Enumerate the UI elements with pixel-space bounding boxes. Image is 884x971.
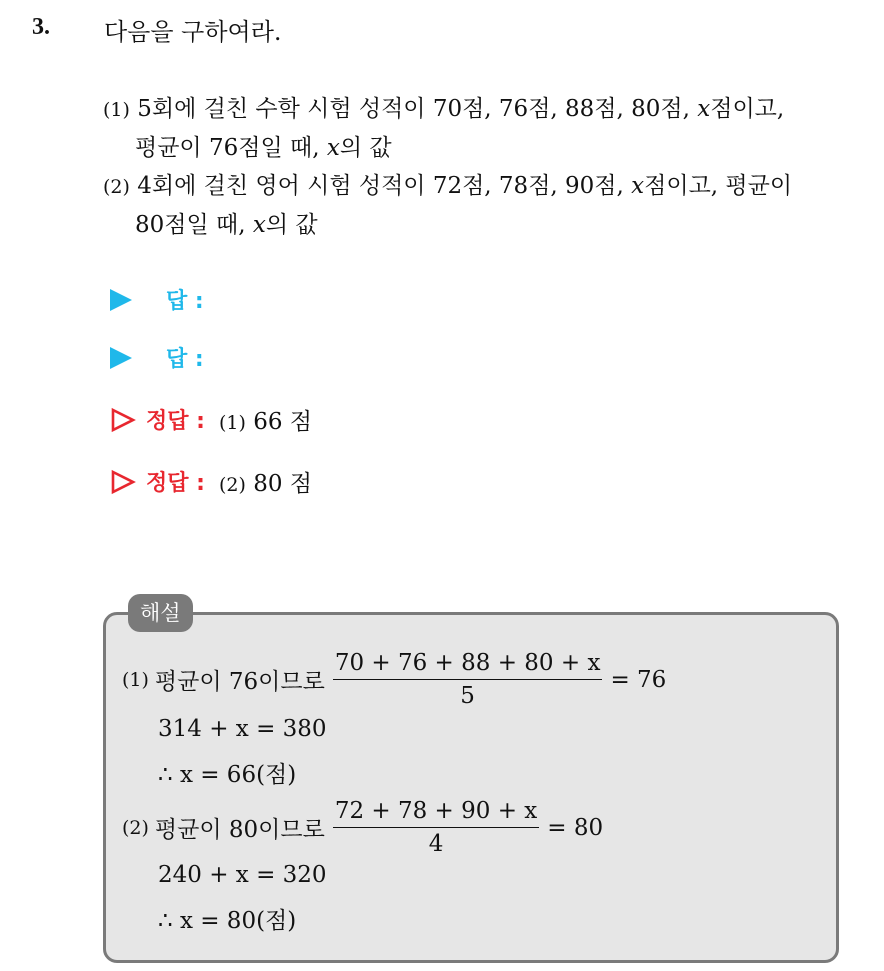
solution-1-lead: 평균이 76이므로	[154, 669, 325, 695]
correct-value-1	[219, 403, 312, 436]
fraction	[333, 798, 539, 857]
question-prompt: 다음을 구하여라.	[104, 18, 282, 46]
subquestion-2-mark: (2)	[103, 176, 130, 198]
correct-answer: 66 점	[253, 409, 312, 435]
solution-tab: 해설	[128, 594, 193, 632]
solution-1-equation	[122, 650, 666, 709]
subquestion-1-line2	[135, 129, 392, 162]
correct-row-1	[110, 403, 312, 436]
outline-triangle-icon	[110, 469, 136, 495]
solution-2-step2: ∴ x = 80(점)	[158, 908, 297, 934]
solution-1-step2: ∴ x = 66(점)	[158, 762, 297, 788]
correct-mark: (2)	[218, 474, 246, 496]
solution-2-equation	[122, 798, 603, 857]
subquestion-1-text-c: 평균이 76점일 때,	[135, 135, 327, 161]
correct-value-2	[219, 465, 312, 498]
subquestion-2-text-b: 점이고, 평균이	[644, 173, 793, 199]
fraction	[333, 650, 603, 709]
subquestion-1-mark: (1)	[103, 99, 130, 121]
variable-x: x	[252, 212, 266, 238]
solution-1-rhs: = 76	[610, 666, 667, 693]
fraction-denominator: 4	[428, 831, 444, 857]
solution-1-mark: (1)	[122, 668, 149, 691]
fraction-numerator: 70 + 76 + 88 + 80 + x	[333, 650, 603, 680]
correct-label: 정답 :	[146, 409, 205, 434]
solution-1-step1: 314 + x = 380	[158, 716, 327, 742]
subquestion-1-text-b: 점이고,	[710, 96, 785, 122]
subquestion-2-line1	[103, 167, 792, 200]
outline-triangle-icon	[110, 407, 136, 433]
subquestion-2-line2	[135, 206, 318, 239]
fraction-numerator: 72 + 78 + 90 + x	[333, 798, 539, 828]
solution-2-lead: 평균이 80이므로	[154, 817, 325, 843]
solution-2-step1: 240 + x = 320	[158, 862, 327, 888]
variable-x: x	[697, 96, 711, 122]
solution-2-mark: (2)	[122, 816, 149, 839]
correct-row-2	[110, 465, 312, 498]
answer-label: 답 :	[166, 289, 204, 314]
subquestion-2-text-d: 의 값	[265, 212, 318, 238]
correct-label: 정답 :	[146, 471, 205, 496]
answer-row-1[interactable]	[110, 284, 204, 315]
variable-x: x	[631, 173, 645, 199]
question-number: 3.	[32, 14, 50, 40]
subquestion-2-text-a: 4회에 걸친 영어 시험 성적이 72점, 78점, 90점,	[137, 173, 632, 199]
fraction-denominator: 5	[460, 683, 475, 709]
solution-2-rhs: = 80	[547, 814, 604, 841]
answer-row-2[interactable]	[110, 342, 204, 373]
play-triangle-icon	[110, 347, 132, 369]
play-triangle-icon	[110, 289, 132, 311]
subquestion-2-text-c: 80점일 때,	[135, 212, 253, 238]
subquestion-1-text-a: 5회에 걸친 수학 시험 성적이 70점, 76점, 88점, 80점,	[137, 96, 698, 122]
variable-x: x	[326, 135, 340, 161]
subquestion-1-text-d: 의 값	[339, 135, 392, 161]
answer-label: 답 :	[166, 347, 204, 372]
subquestion-1-line1	[103, 90, 784, 123]
correct-answer: 80 점	[253, 471, 312, 497]
correct-mark: (1)	[218, 412, 246, 434]
